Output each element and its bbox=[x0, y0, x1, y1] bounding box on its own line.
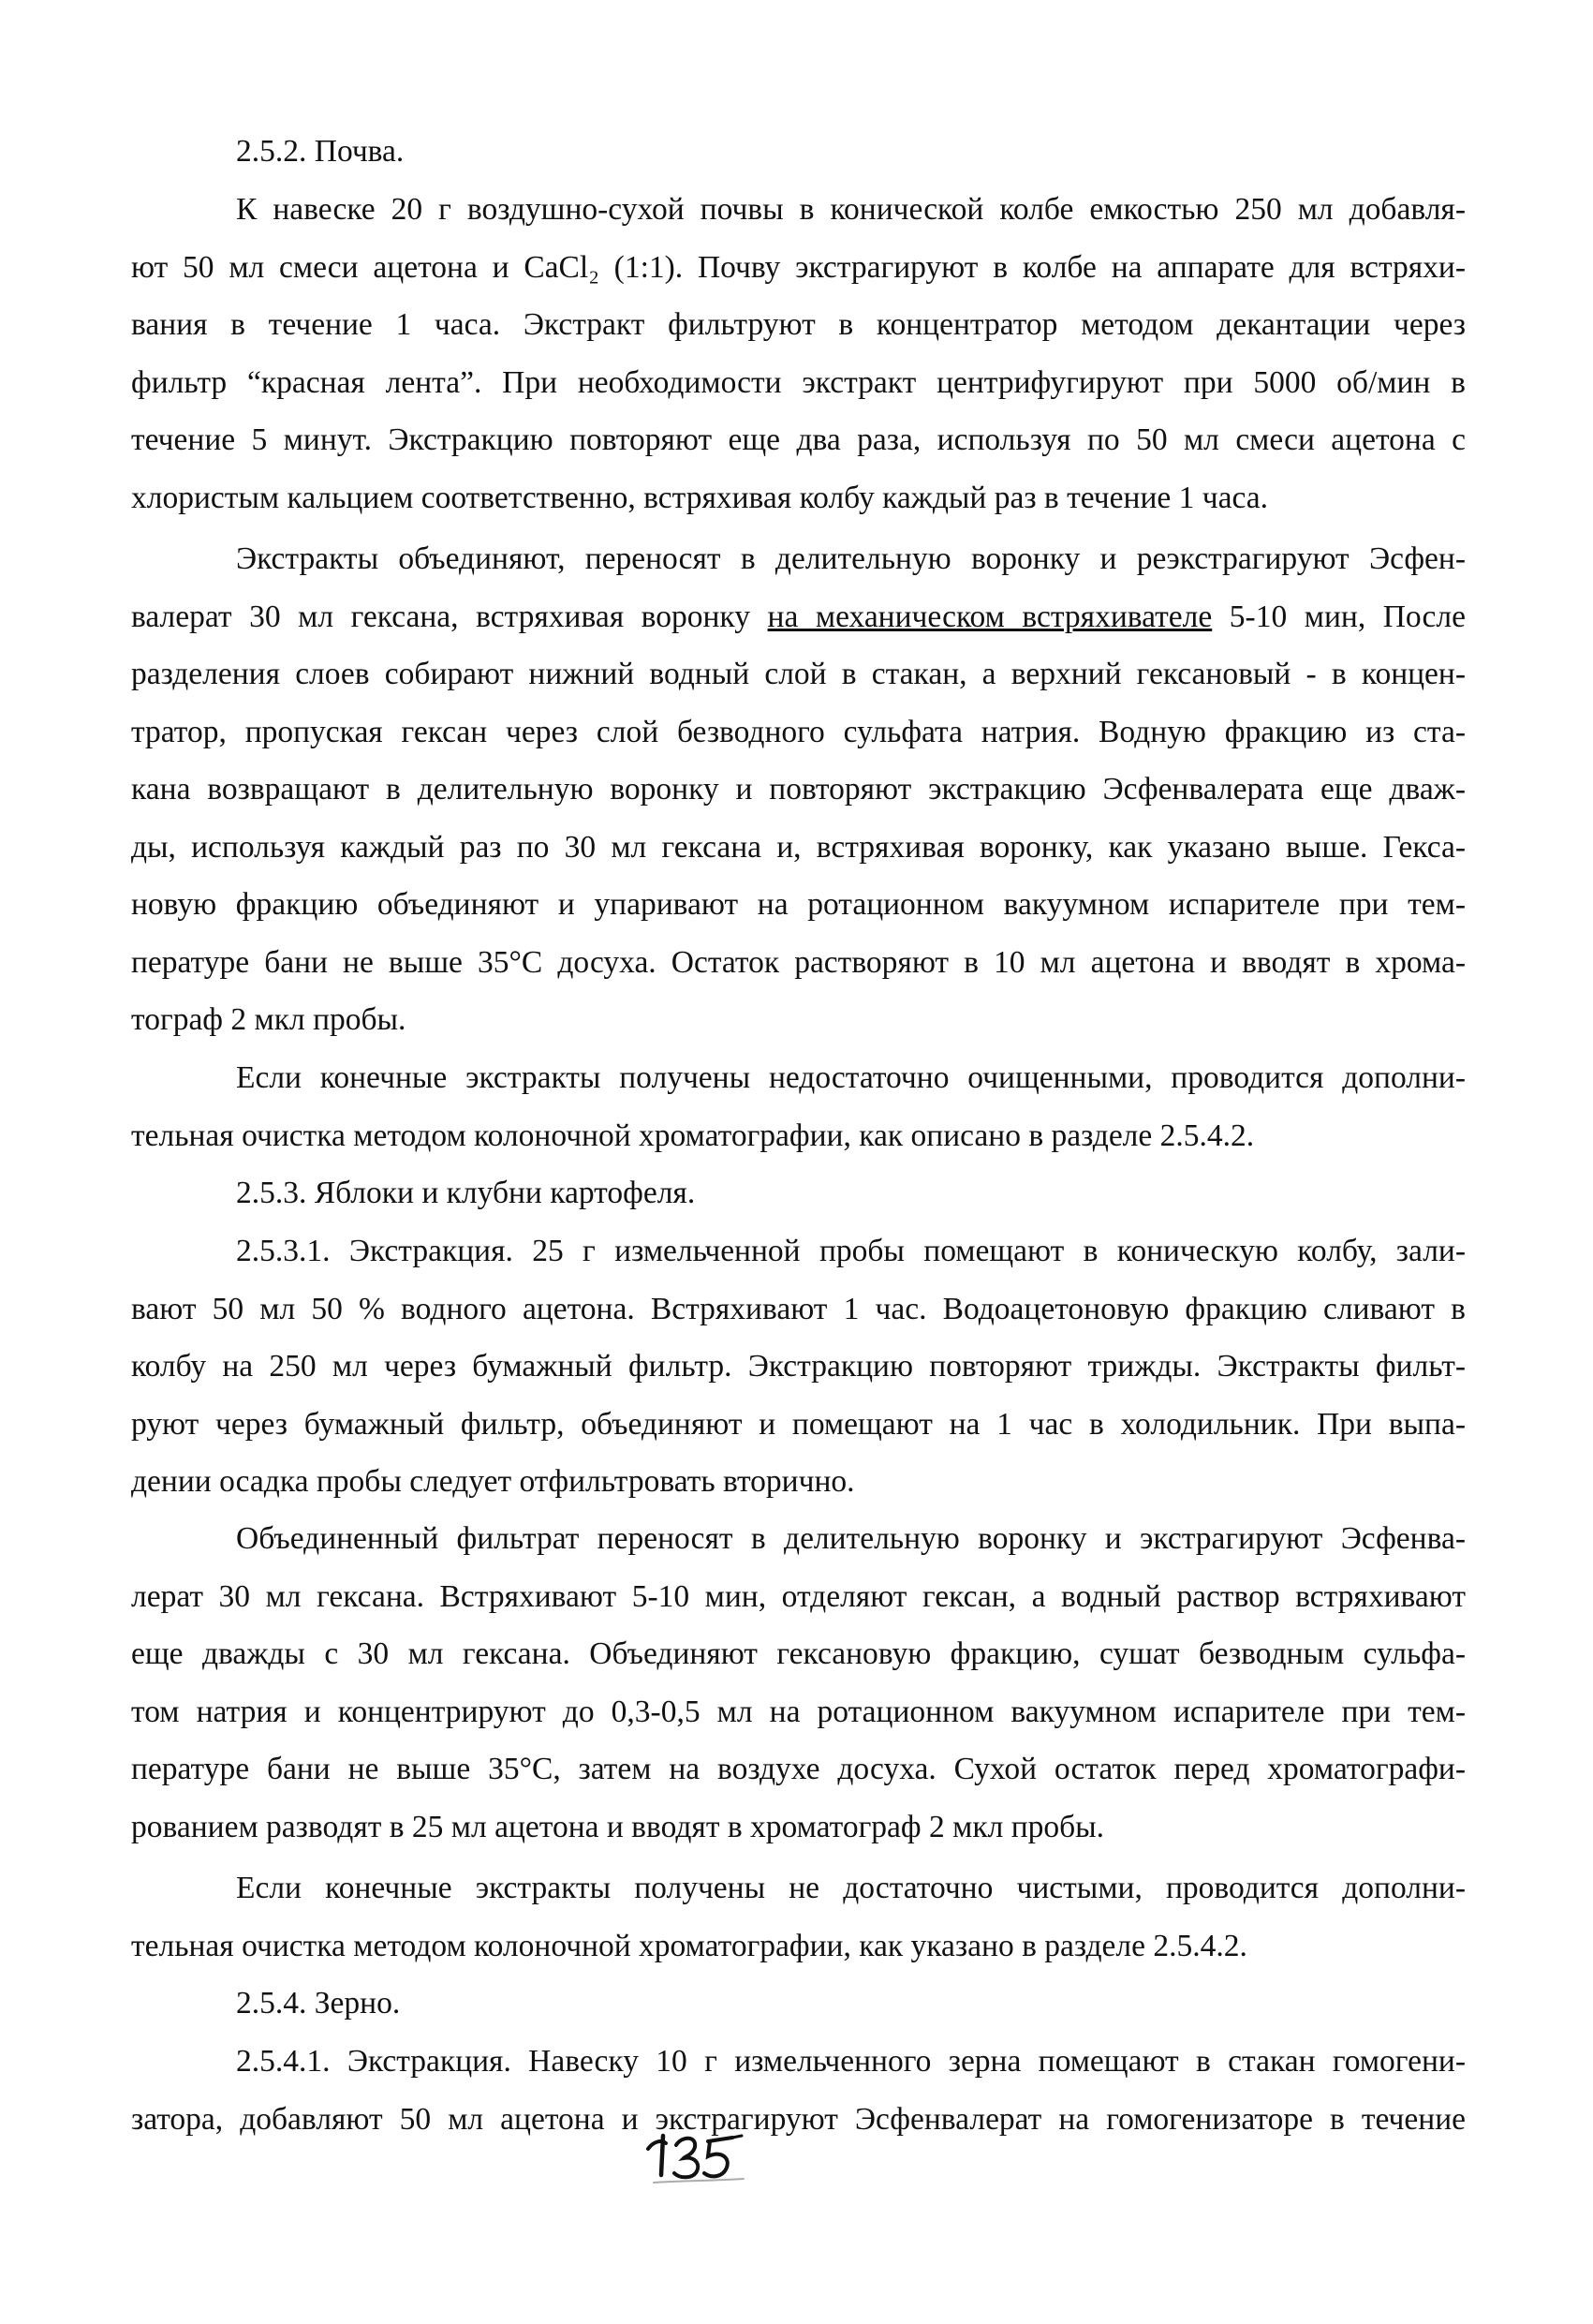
paragraph-apple-extraction bbox=[131, 1222, 1466, 1511]
paragraph-filtrate-processing bbox=[131, 1510, 1466, 1856]
text-line: еще дважды с 30 мл гексана. Объединяют гексановую фракцию, сушат безводным сульфа- bbox=[131, 1636, 1466, 1671]
handwritten-page-number bbox=[642, 2124, 755, 2190]
text-line: пературе бани не выше 35°С досуха. Остаток растворяют в 10 мл ацетона и вводят в хрома- bbox=[131, 944, 1466, 980]
paragraph-soil-extraction bbox=[131, 181, 1466, 526]
text-line: дении осадка пробы следует отфильтровать вторично. bbox=[131, 1464, 855, 1499]
text-line: колбу на 250 мл через бумажный фильтр. Экстракцию повторяют трижды. Экстракты фильт- bbox=[131, 1349, 1466, 1384]
text-line: ды, используя каждый раз по 30 мл гексана и, встряхивая воронку, как указано выше. Гекса- bbox=[131, 829, 1466, 865]
text-line: Экстракты объединяют, переносят в делительную воронку и реэкстрагируют Эсфен- bbox=[236, 541, 1466, 576]
paragraph-additional-cleanup-2 bbox=[131, 1859, 1466, 1975]
text-line: К навеске 20 г воздушно-сухой почвы в конической колбе емкостью 250 мл добавля- bbox=[236, 192, 1466, 227]
section-heading-2-5-4: 2.5.4. Зерно. bbox=[236, 1986, 401, 2021]
text-line: лерат 30 мл гексана. Встряхивают 5-10 мин, отделяют гексан, а водный раствор встряхивают bbox=[131, 1578, 1466, 1614]
text-line: вания в течение 1 часа. Экстракт фильтруют в концентратор методом декантации через bbox=[131, 307, 1466, 342]
text-line: ют 50 мл смеси ацетона и CaCl₂ (1:1). Почву экстрагируют в колбе на аппарате для встряхи- bbox=[131, 249, 1466, 285]
text-line: тограф 2 мкл пробы. bbox=[131, 1002, 406, 1037]
text-line: новую фракцию объединяют и упаривают на ротационном вакуумном испарителе при тем- bbox=[131, 887, 1466, 922]
text-line: затора, добавляют 50 мл ацетона и экстрагируют Эсфенвалерат на гомогенизаторе в течение bbox=[131, 2101, 1466, 2137]
section-heading-2-5-2: 2.5.2. Почва. bbox=[236, 134, 405, 169]
text-line: фильтр “красная лента”. При необходимости экстракт центрифугируют при 5000 об/мин в bbox=[131, 364, 1466, 400]
paragraph-grain-extraction bbox=[131, 2033, 1466, 2148]
text-line: течение 5 минут. Экстракцию повторяют еще два раза, используя по 50 мл смеси ацетона с bbox=[131, 422, 1466, 457]
text-line: тратор, пропуская гексан через слой безводного сульфата натрия. Водную фракцию из ста- bbox=[131, 714, 1466, 749]
text-line: рованием разводят в 25 мл ацетона и вводят в хроматограф 2 мкл пробы. bbox=[131, 1809, 1105, 1844]
text-line: Если конечные экстракты получены недостаточно очищенными, проводится дополни- bbox=[236, 1060, 1466, 1095]
paragraph-additional-cleanup bbox=[131, 1049, 1466, 1164]
text-line: разделения слоев собирают нижний водный слой в стакан, а верхний гексановый - в концен- bbox=[131, 657, 1466, 691]
text-line: 2.5.3.1. Экстракция. 25 г измельченной пробы помещают в коническую колбу, зали- bbox=[236, 1234, 1466, 1268]
text-line: тельная очистка методом колоночной хроматографии, как указано в разделе 2.5.4.2. bbox=[131, 1928, 1247, 1963]
text-line: хлористым кальцием соответственно, встряхивая колбу каждый раз в течение 1 часа. bbox=[131, 480, 1268, 515]
text-fragment: валерат 30 мл гексана, встряхивая воронку bbox=[131, 599, 768, 634]
text-line: том натрия и концентрируют до 0,3-0,5 мл на ротационном вакуумном испарителе при тем- bbox=[131, 1694, 1466, 1729]
text-line: Объединенный фильтрат переносят в делительную воронку и экстрагируют Эсфенва- bbox=[236, 1521, 1466, 1556]
text-fragment: 5-10 мин, После bbox=[1212, 599, 1466, 634]
paragraph-reextraction bbox=[131, 530, 1466, 1049]
text-line: вают 50 мл 50 % водного ацетона. Встряхивают 1 час. Водоацетоновую фракцию сливают в bbox=[131, 1291, 1466, 1326]
underlined-phrase: на механическом встряхивателе bbox=[767, 599, 1213, 634]
section-heading-2-5-3: 2.5.3. Яблоки и клубни картофеля. bbox=[236, 1176, 696, 1210]
text-line: тельная очистка методом колоночной хроматографии, как описано в разделе 2.5.4.2. bbox=[131, 1118, 1255, 1153]
text-line: руют через бумажный фильтр, объединяют и помещают на 1 час в холодильник. При выпа- bbox=[131, 1406, 1466, 1442]
text-line-with-underline bbox=[131, 588, 1466, 646]
text-line: 2.5.4.1. Экстракция. Навеску 10 г измельченного зерна помещают в стакан гомогени- bbox=[236, 2044, 1466, 2079]
text-line: Если конечные экстракты получены не достаточно чистыми, проводится дополни- bbox=[236, 1871, 1466, 1905]
text-line: пературе бани не выше 35°С, затем на воздухе досуха. Сухой остаток перед хроматографи- bbox=[131, 1752, 1466, 1786]
text-line: кана возвращают в делительную воронку и повторяют экстракцию Эсфенвалерата еще дваж- bbox=[131, 772, 1466, 807]
